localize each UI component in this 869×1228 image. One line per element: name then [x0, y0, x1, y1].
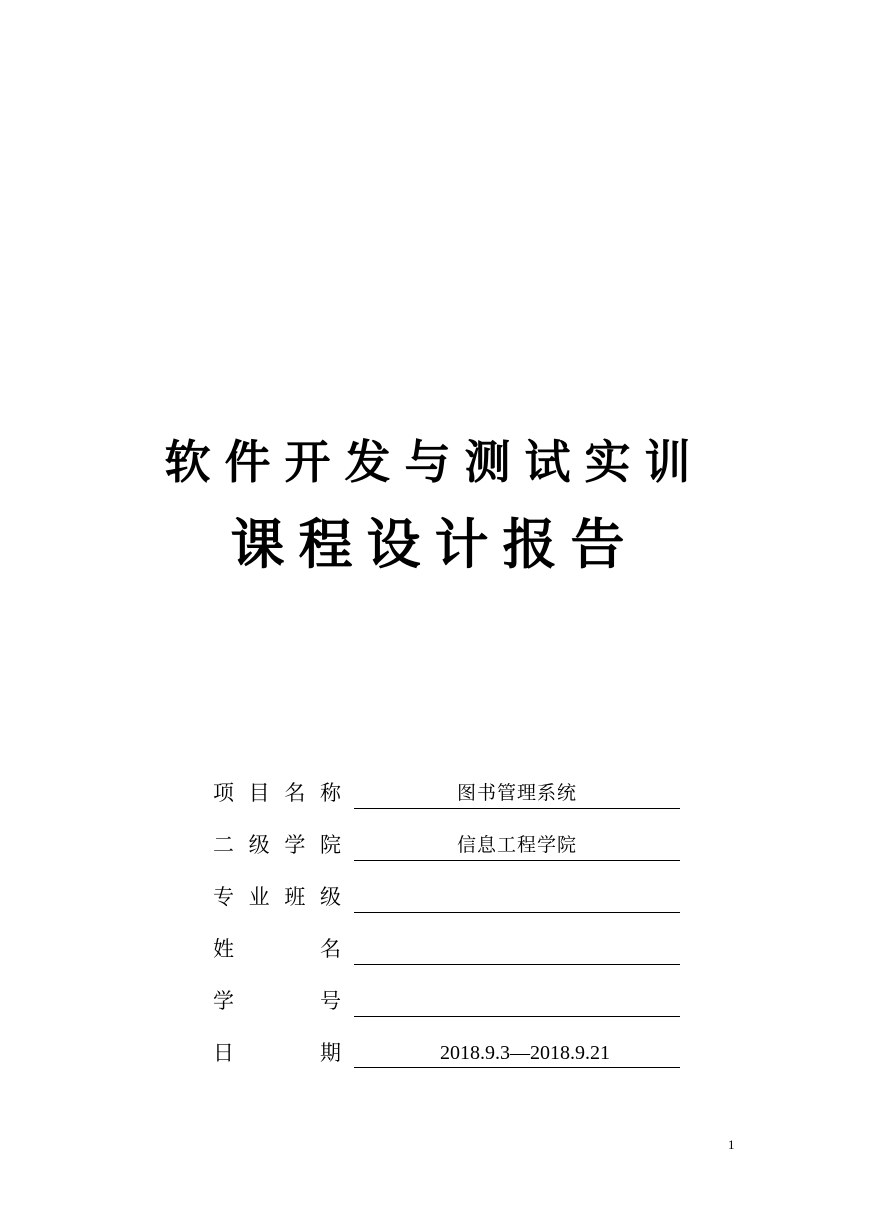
student-name-field[interactable]: [354, 934, 680, 965]
cover-info-form: [213, 772, 683, 1084]
course-title: 软件开发与测试实训: [164, 435, 705, 489]
major-class-field[interactable]: [354, 882, 680, 913]
page-number: 1: [728, 1137, 735, 1152]
student-name-label: 姓 名: [213, 937, 341, 961]
project-name-row: [213, 772, 683, 824]
student-id-field[interactable]: [354, 986, 680, 1017]
date-field[interactable]: 2018.9.3—2018.9.21: [354, 1038, 680, 1068]
college-field[interactable]: 信息工程学院: [354, 830, 680, 861]
project-name-field[interactable]: 图书管理系统: [354, 778, 680, 809]
report-title: 课程设计报告: [230, 513, 639, 576]
student-name-row: [213, 928, 683, 980]
major-class-label: 专 业 班 级: [213, 885, 341, 909]
college-label: 二 级 学 院: [213, 833, 341, 857]
major-class-row: [213, 876, 683, 928]
student-id-label: 学 号: [213, 989, 341, 1013]
date-label: 日 期: [213, 1041, 341, 1065]
student-id-row: [213, 980, 683, 1032]
project-name-label: 项 目 名 称: [213, 781, 341, 805]
date-row: [213, 1032, 683, 1084]
college-row: [213, 824, 683, 876]
